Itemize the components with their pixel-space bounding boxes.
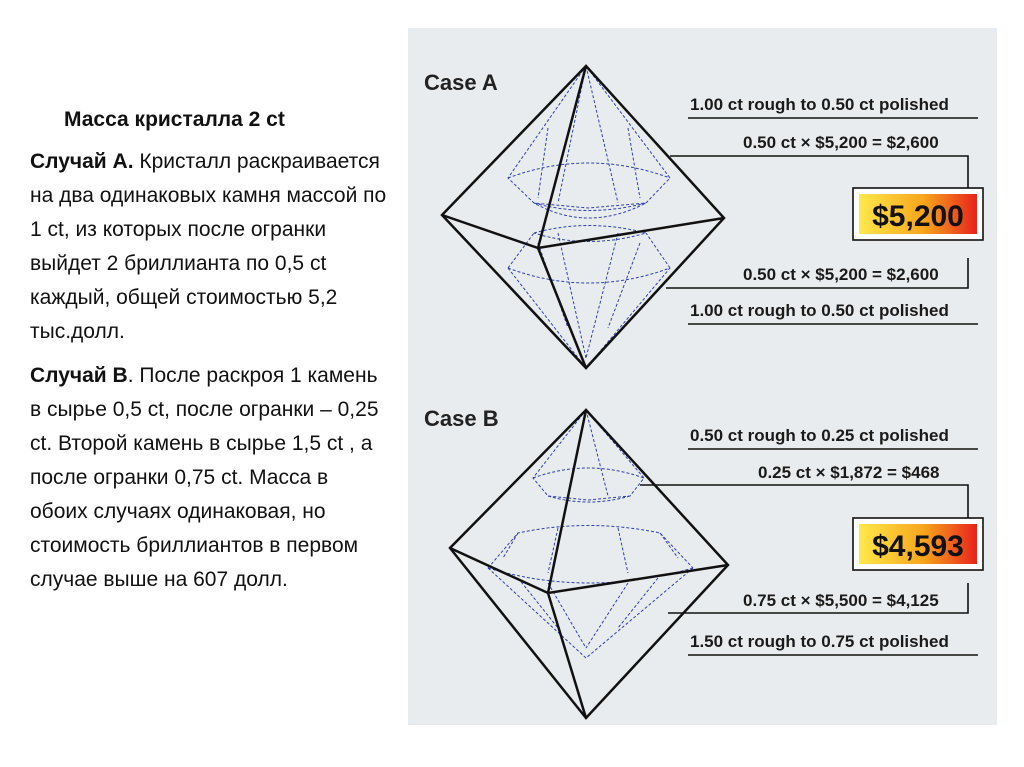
case-a-total-box [853,188,983,240]
case-b-total: $4,593 [872,530,964,563]
case-b-title: Case B [424,406,499,431]
crystal-figure [408,28,997,725]
case-a-line-4: 1.00 ct rough to 0.50 ct polished [690,301,949,320]
case-b-line-1: 0.50 ct rough to 0.25 ct polished [690,426,949,445]
case-a-octahedron [442,66,724,368]
case-b-gem-wireframe [488,410,693,658]
slide-title: Масса кристалла 2 ct [64,108,285,131]
case-a-label: Случай А. [30,150,134,173]
case-a-line-3: 0.50 ct × $5,200 = $2,600 [743,265,939,284]
case-b-line-2: 0.25 ct × $1,872 = $468 [758,463,940,482]
crystal-diagram [408,28,997,725]
case-b-label: Случай В [30,364,128,387]
case-a-line-1: 1.00 ct rough to 0.50 ct polished [690,95,949,114]
case-b-paragraph [30,359,390,597]
case-a-total: $5,200 [872,200,964,233]
case-a-title: Case A [424,70,498,95]
case-a-paragraph [30,145,390,349]
case-b-text: . После раскроя 1 камень в сырье 0,5 ct, после огранки – 0,25 ct. Второй камень в сырье 1,5 ct , а после огранки 0,75 ct. Масса в обоих случаях одинаковая, но стоимость бриллиантов в первом случае выше на 607 долл. [30,364,379,591]
text-column [30,95,390,597]
case-b-line-4: 1.50 ct rough to 0.75 ct polished [690,632,949,651]
case-a-gem-wireframe [508,66,670,368]
case-a-line-2: 0.50 ct × $5,200 = $2,600 [743,133,939,152]
case-b-total-box [853,518,983,570]
case-b-line-3: 0.75 ct × $5,500 = $4,125 [743,591,939,610]
case-a-text: Кристалл раскраивается на два одинаковых камня массой по 1 ct, из которых после огранки выйдет 2 бриллианта по 0,5 ct каждый, общей стоимостью 5,2 тыс.долл. [30,150,387,343]
